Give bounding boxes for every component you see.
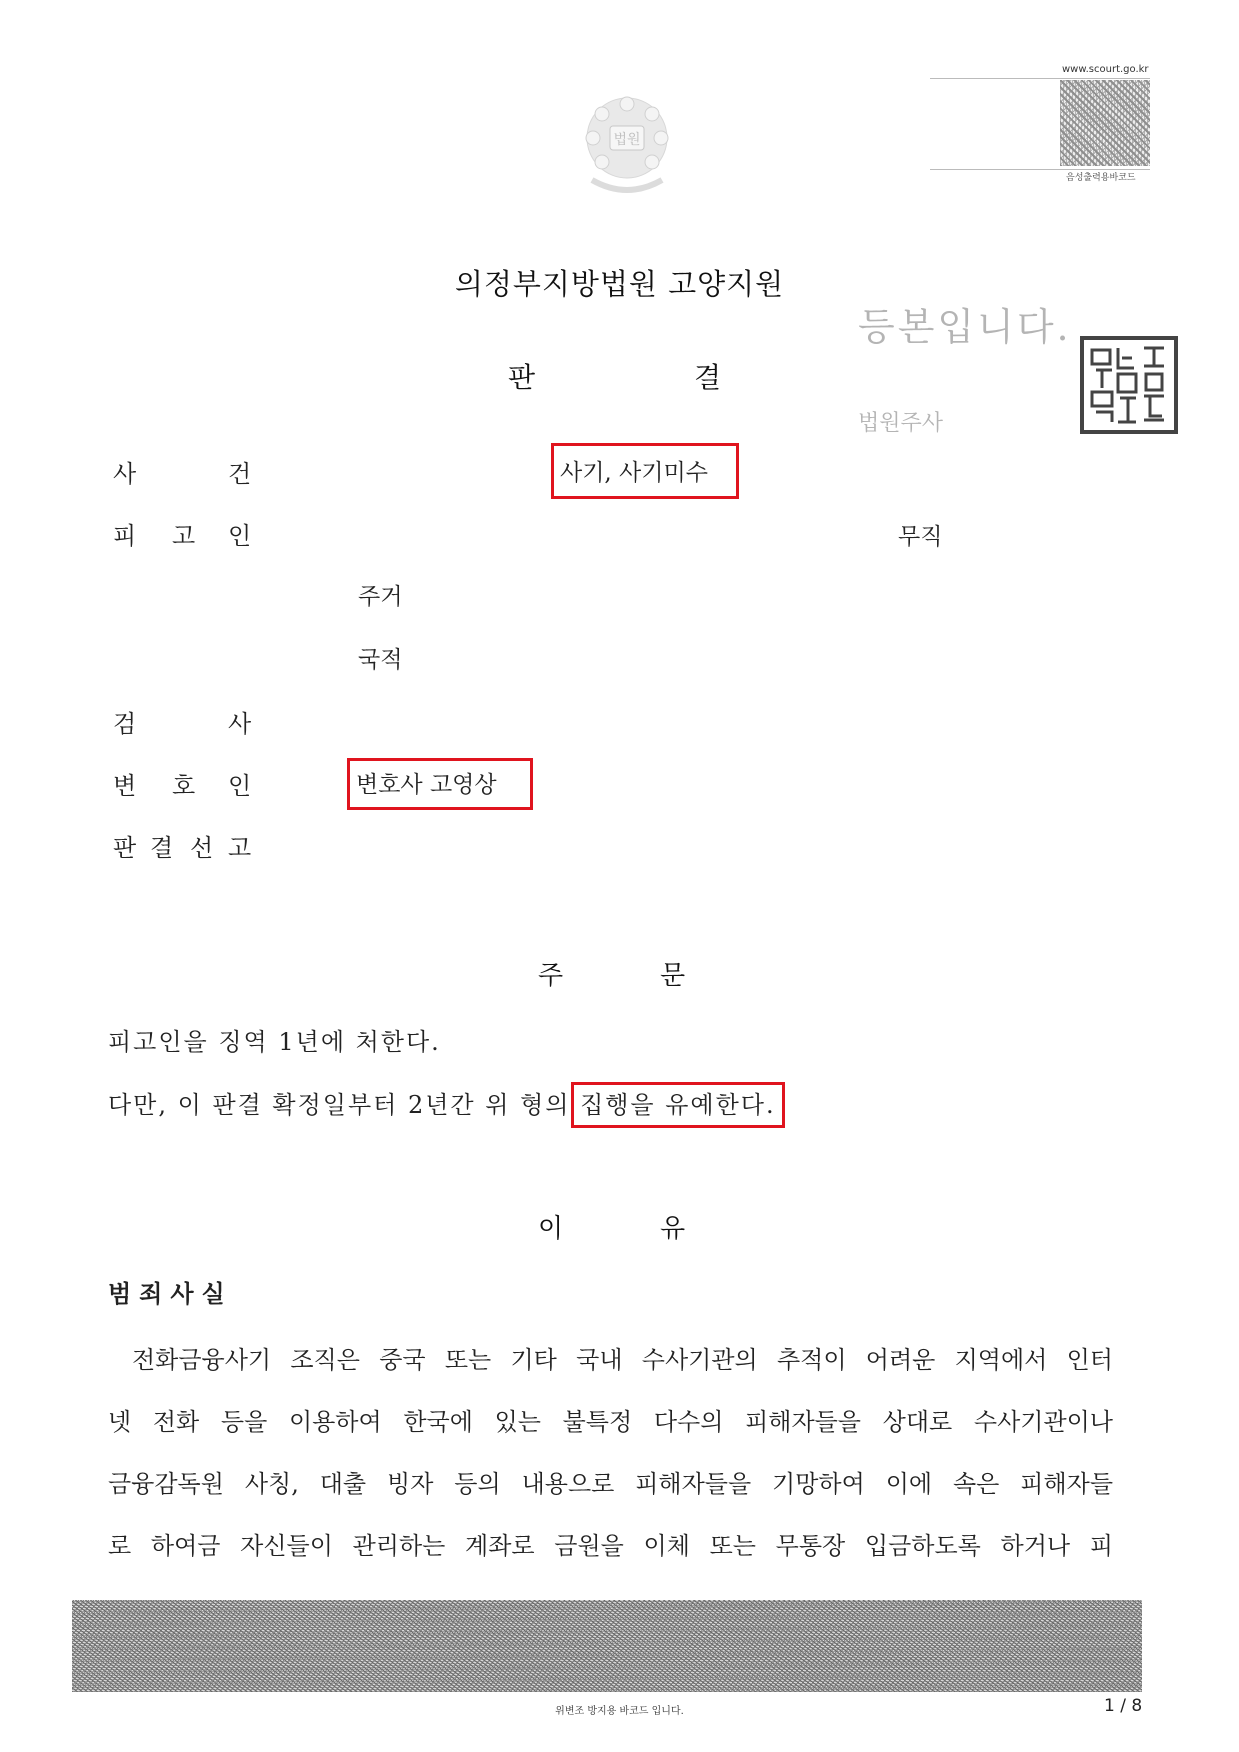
case-value: 사기, 사기미수 [560, 460, 708, 486]
probation-line-prefix: 다만, 이 판결 확정일부터 2년간 위 형의 [108, 1091, 581, 1119]
case-label-char-2: 건 [228, 460, 252, 488]
emblem-text: 법원 [613, 132, 641, 148]
official-seal-icon [1078, 334, 1180, 436]
certified-copy-stamp: 등본입니다. [858, 305, 1072, 349]
court-emblem-icon [572, 90, 682, 200]
barcode-caption: 음성출력용바코드 [1066, 173, 1136, 183]
voice-output-barcode [1060, 80, 1150, 166]
facts-line-2: 넷 전화 등을 이용하여 한국에 있는 불특정 다수의 피해자들을 상대로 수사기관이나 [108, 1408, 1113, 1436]
court-name: 의정부지방법원 고양지원 [454, 267, 785, 301]
nationality-label: 국적 [358, 647, 403, 673]
prosecutor-label-char-1: 검 [113, 710, 137, 738]
counsel-label-char-3: 인 [228, 772, 252, 800]
counsel-label-char-2: 호 [172, 772, 196, 800]
sentence-line: 피고인을 징역 1년에 처한다. [108, 1028, 441, 1056]
title-char-1: 판 [508, 361, 536, 394]
order-heading-char-2: 문 [660, 961, 686, 991]
court-officer-title: 법원주사 [858, 411, 944, 436]
court-url: www.scourt.go.kr [1062, 64, 1149, 75]
verdict-date-label-char-3: 선 [190, 834, 214, 862]
defendant-label-char-2: 고 [172, 522, 196, 550]
facts-of-crime-heading: 범죄사실 [108, 1280, 233, 1308]
barcode-note: 위변조 방지용 바코드 입니다. [555, 1706, 684, 1717]
counsel-label-char-1: 변 [113, 772, 137, 800]
facts-line-4: 로 하여금 자신들이 관리하는 계좌로 금원을 이체 또는 무통장 입금하도록 하거나 피 [108, 1532, 1113, 1560]
reasons-heading-char-2: 유 [660, 1214, 686, 1244]
residence-label: 주거 [358, 584, 403, 610]
defense-counsel: 변호사 고영상 [356, 772, 497, 798]
anti-forgery-barcode [72, 1600, 1142, 1692]
order-heading-char-1: 주 [538, 961, 564, 991]
facts-line-3: 금융감독원 사칭, 대출 빙자 등의 내용으로 피해자들을 기망하여 이에 속은 피해자들 [108, 1470, 1113, 1498]
defendant-label-char-3: 인 [228, 522, 252, 550]
prosecutor-label-char-2: 사 [228, 710, 252, 738]
verdict-date-label-char-2: 결 [150, 834, 174, 862]
page-number: 1 / 8 [1104, 1696, 1143, 1716]
defendant-occupation: 무직 [898, 524, 943, 550]
title-char-2: 결 [694, 361, 722, 394]
facts-line-1: 전화금융사기 조직은 중국 또는 기타 국내 수사기관의 추적이 어려운 지역에서 인터 [132, 1346, 1113, 1374]
verdict-date-label-char-4: 고 [228, 834, 252, 862]
case-label-char-1: 사 [113, 460, 137, 488]
probation-line-highlight: 집행을 유예한다. [580, 1091, 776, 1119]
reasons-heading-char-1: 이 [538, 1214, 564, 1244]
defendant-label-char-1: 피 [113, 522, 137, 550]
probation-line [108, 1085, 776, 1120]
verdict-date-label-char-1: 판 [113, 834, 137, 862]
